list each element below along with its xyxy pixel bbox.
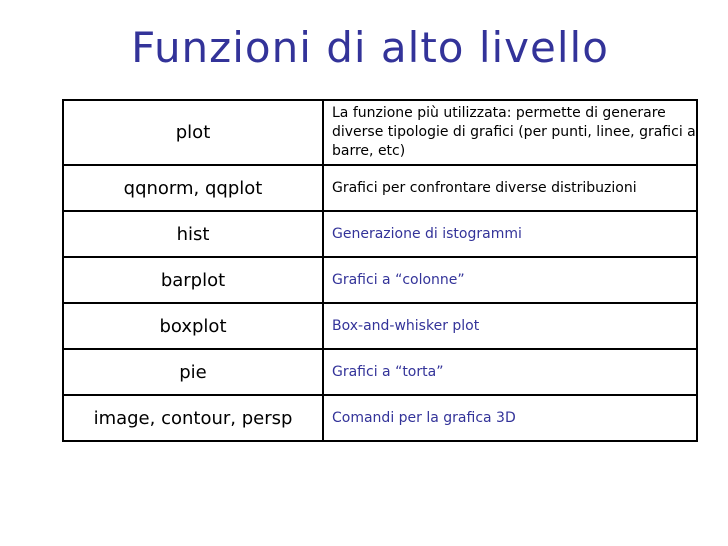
table-row (63, 211, 697, 257)
table-row (63, 349, 697, 395)
function-description-cell: La funzione più utilizzata: permette di generare diverse tipologie di grafici (per punti, linee, grafici a barre, etc) (323, 100, 697, 165)
function-name-cell: image, contour, persp (63, 395, 323, 441)
function-name-cell: plot (63, 100, 323, 165)
function-name-cell: hist (63, 211, 323, 257)
function-name-cell: qqnorm, qqplot (63, 165, 323, 211)
function-description-cell: Grafici a “colonne” (323, 257, 697, 303)
table-row (63, 395, 697, 441)
table-row (63, 303, 697, 349)
function-description-cell: Comandi per la grafica 3D (323, 395, 697, 441)
table-row (63, 257, 697, 303)
function-description-cell: Grafici per confrontare diverse distribuzioni (323, 165, 697, 211)
function-name-cell: boxplot (63, 303, 323, 349)
function-description-cell: Generazione di istogrammi (323, 211, 697, 257)
function-description-cell: Grafici a “torta” (323, 349, 697, 395)
functions-table (62, 99, 698, 442)
page-title: Funzioni di alto livello (131, 23, 609, 72)
function-name-cell: barplot (63, 257, 323, 303)
table-row (63, 165, 697, 211)
table-row (63, 100, 697, 165)
function-description-cell: Box-and-whisker plot (323, 303, 697, 349)
function-name-cell: pie (63, 349, 323, 395)
